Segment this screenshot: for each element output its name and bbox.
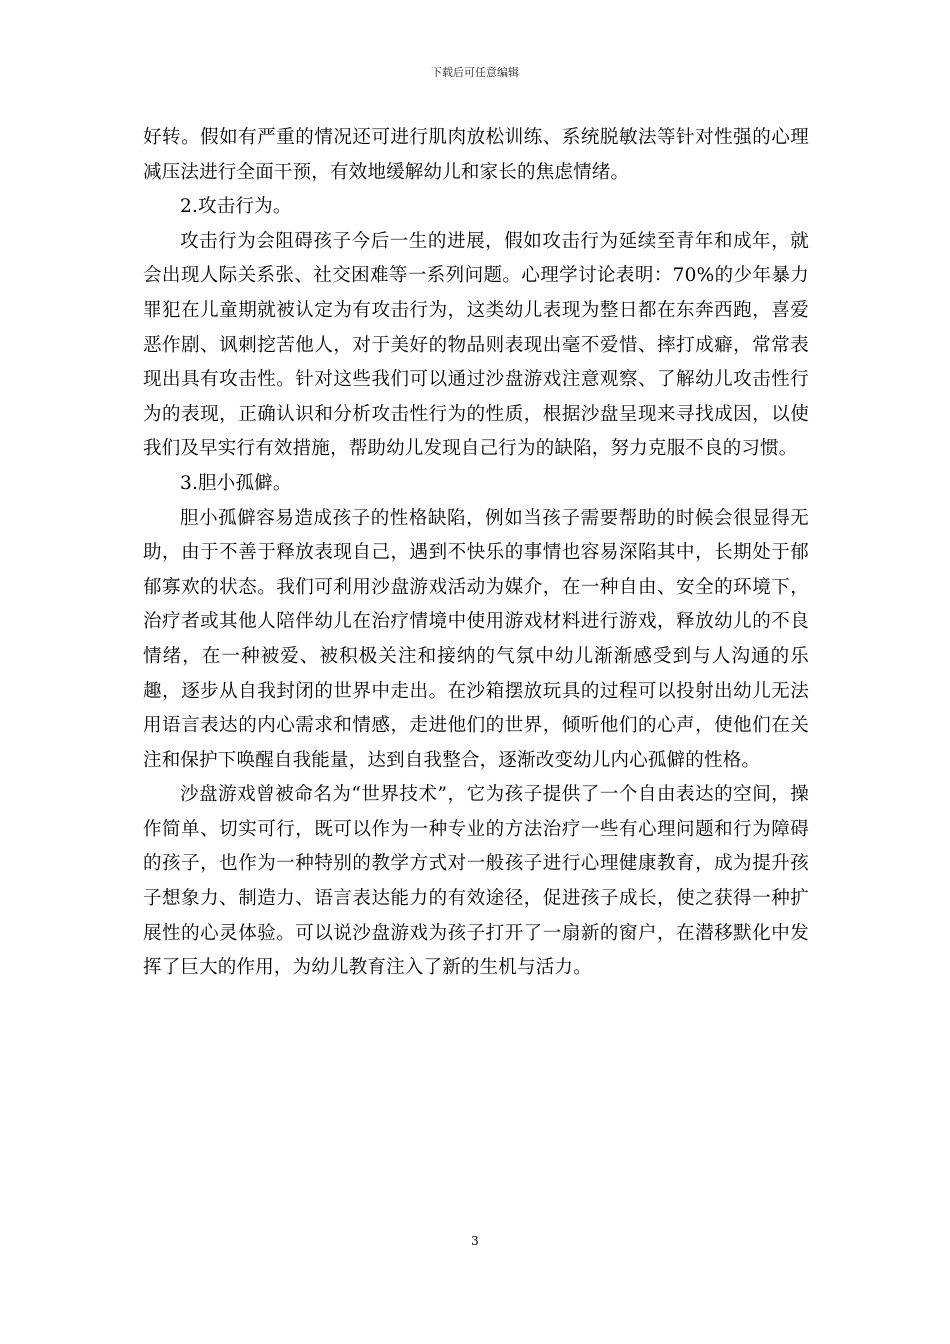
section-heading-timid-withdrawn: 3.胆小孤僻。 <box>180 472 292 494</box>
paragraph: 好转。假如有严重的情况还可进行肌肉放松训练、系统脱敏法等针对性强的心理减压法进行全面干预，有效地缓解幼儿和家长的焦虑情绪。 <box>143 127 809 183</box>
paragraph: 攻击行为会阻碍孩子今后一生的进展，假如攻击行为延续至青年和成年，就会出现人际关系张、社交困难等一系列问题。心理学讨论表明：70%的少年暴力罪犯在儿童期就被认定为有攻击行为，这类幼儿表现为整日都在东奔西跑，喜爱恶作剧、讽刺挖苦他人，对于美好的物品则表现出毫不爱惜、摔打成癖，常常表现出具有攻击性。针对这些我们可以通过沙盘游戏注意观察、了解幼儿攻击性行为的表现，正确认识和分析攻击性行为的性质，根据沙盘呈现来寻找成因，以使我们及早实行有效措施，帮助幼儿发现自己行为的缺陷，努力克服不良的习惯。 <box>143 230 809 460</box>
section-heading-aggressive-behavior: 2.攻击行为。 <box>180 196 292 218</box>
body-text <box>143 121 809 986</box>
page-number: 3 <box>471 1234 479 1248</box>
page-header: 下载后可任意编辑 <box>431 66 519 79</box>
paragraph: 胆小孤僻容易造成孩子的性格缺陷，例如当孩子需要帮助的时候会很显得无助，由于不善于释放表现自己，遇到不快乐的事情也容易深陷其中，长期处于郁郁寡欢的状态。我们可利用沙盘游戏活动为媒介，在一种自由、安全的环境下，治疗者或其他人陪伴幼儿在治疗情境中使用游戏材料进行游戏，释放幼儿的不良情绪，在一种被爱、被积极关注和接纳的气氛中幼儿渐渐感受到与人沟通的乐趣，逐步从自我封闭的世界中走出。在沙箱摆放玩具的过程可以投射出幼儿无法用语言表达的内心需求和情感，走进他们的世界，倾听他们的心声，使他们在关注和保护下唤醒自我能量，达到自我整合，逐渐改变幼儿内心孤僻的性格。 <box>143 507 809 771</box>
paragraph: 沙盘游戏曾被命名为“世界技术”，它为孩子提供了一个自由表达的空间，操作简单、切实可行，既可以作为一种专业的方法治疗一些有心理问题和行为障碍的孩子，也作为一种特别的教学方式对一般孩子进行心理健康教育，成为提升孩子想象力、制造力、语言表达能力的有效途径，促进孩子成长，使之获得一种扩展性的心灵体验。可以说沙盘游戏为孩子打开了一扇新的窗户，在潜移默化中发挥了巨大的作用，为幼儿教育注入了新的生机与活力。 <box>143 784 809 979</box>
